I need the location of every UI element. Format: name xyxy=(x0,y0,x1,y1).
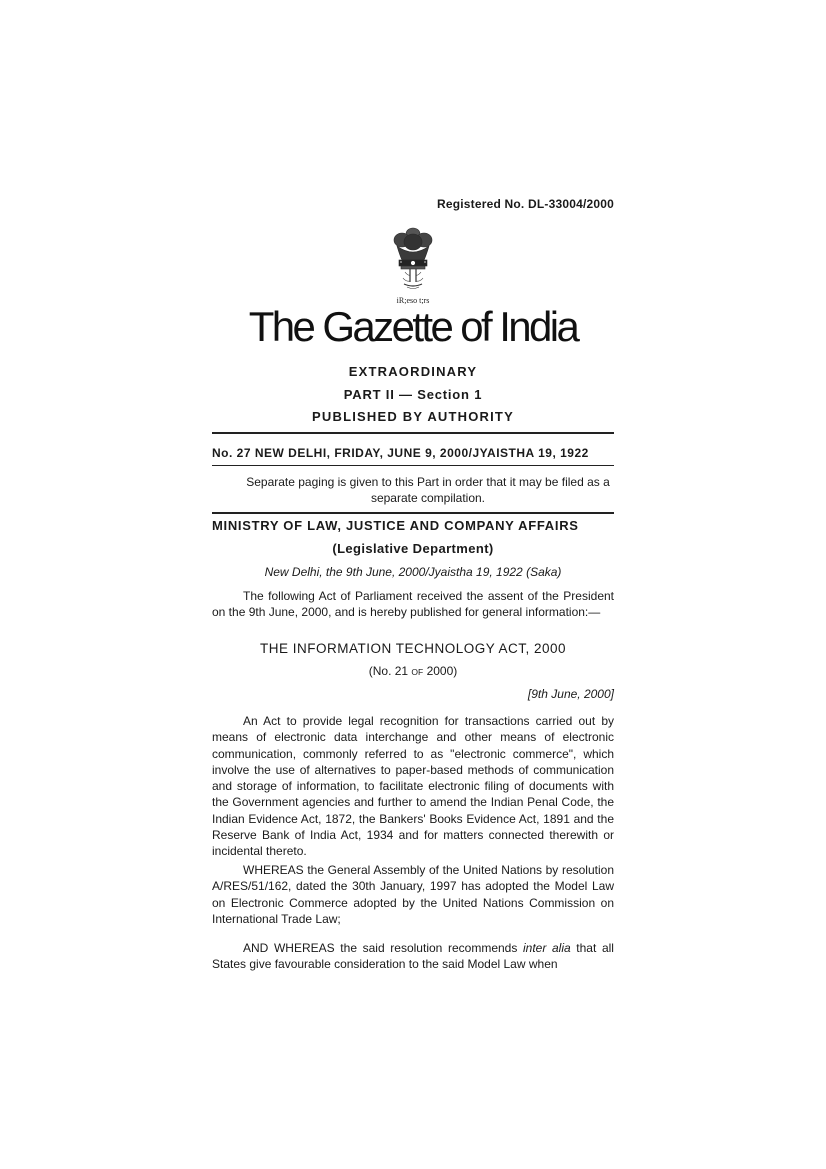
act-date xyxy=(212,687,614,701)
whereas-2-before: AND WHEREAS the said resolution recommends xyxy=(243,941,523,955)
divider-rule xyxy=(212,432,614,434)
emblem-caption: iR;eso t;rs xyxy=(396,296,430,305)
whereas-paragraph-2 xyxy=(212,940,614,973)
act-number-suffix: 2000) xyxy=(423,664,458,678)
edition-label: EXTRAORDINARY xyxy=(348,364,478,379)
intro-paragraph: The following Act of Parliament received the assent of the President on the 9th June, 2000, and is hereby published for general information:— xyxy=(212,589,614,620)
paging-note: Separate paging is given to this Part in order that it may be filed as a separate compilation. xyxy=(246,475,610,505)
ministry-heading: MINISTRY OF LAW, JUSTICE AND COMPANY AFFAIRS xyxy=(212,518,579,533)
part-section-label: PART II — Section 1 xyxy=(343,387,483,402)
divider-rule xyxy=(212,512,614,514)
national-emblem-icon xyxy=(388,226,438,294)
act-title: THE INFORMATION TECHNOLOGY ACT, 2000 xyxy=(259,641,567,656)
act-date-open: [ xyxy=(527,687,532,701)
act-number-of: OF xyxy=(411,667,424,677)
gazette-masthead: The Gazette of India xyxy=(248,303,578,350)
act-date-text: 9th June, 2000 xyxy=(531,687,611,701)
whereas-paragraph-1: WHEREAS the General Assembly of the United Nations by resolution A/RES/51/162, dated the 30th January, 1997 has adopted the Model Law on Electronic Commerce adopted by the United Nations Commission on International Trade Law; xyxy=(212,863,614,926)
whereas-2-after: that all States give favourable consideration to the said Model Law when xyxy=(212,941,614,972)
registration-number: Registered No. DL-33004/2000 xyxy=(436,197,614,211)
act-date-close: ] xyxy=(610,687,614,701)
whereas-2-italic: inter alia xyxy=(522,941,571,955)
issue-line: No. 27 NEW DELHI, FRIDAY, JUNE 9, 2000/JYAISTHA 19, 1922 xyxy=(212,446,589,460)
dateline: New Delhi, the 9th June, 2000/Jyaistha 19, 1922 (Saka) xyxy=(264,565,562,579)
preamble-paragraph: An Act to provide legal recognition for transactions carried out by means of electronic data interchange and other means of electronic communication, commonly referred to as "electronic commerce", which involve the use of alternatives to paper-based methods of communication and storage of information, to facilitate electronic filing of documents with the Government agencies and further to amend the Indian Penal Code, the Indian Evidence Act, 1872, the Bankers' Books Evidence Act, 1891 and the Reserve Bank of India Act, 1934 and for matters connected therewith or incidental thereto. xyxy=(212,714,614,859)
divider-rule xyxy=(212,465,614,466)
act-number xyxy=(212,664,614,678)
department-heading: (Legislative Department) xyxy=(332,541,494,556)
act-number-prefix: (No. 21 xyxy=(368,664,412,678)
authority-label: PUBLISHED BY AUTHORITY xyxy=(312,409,514,424)
